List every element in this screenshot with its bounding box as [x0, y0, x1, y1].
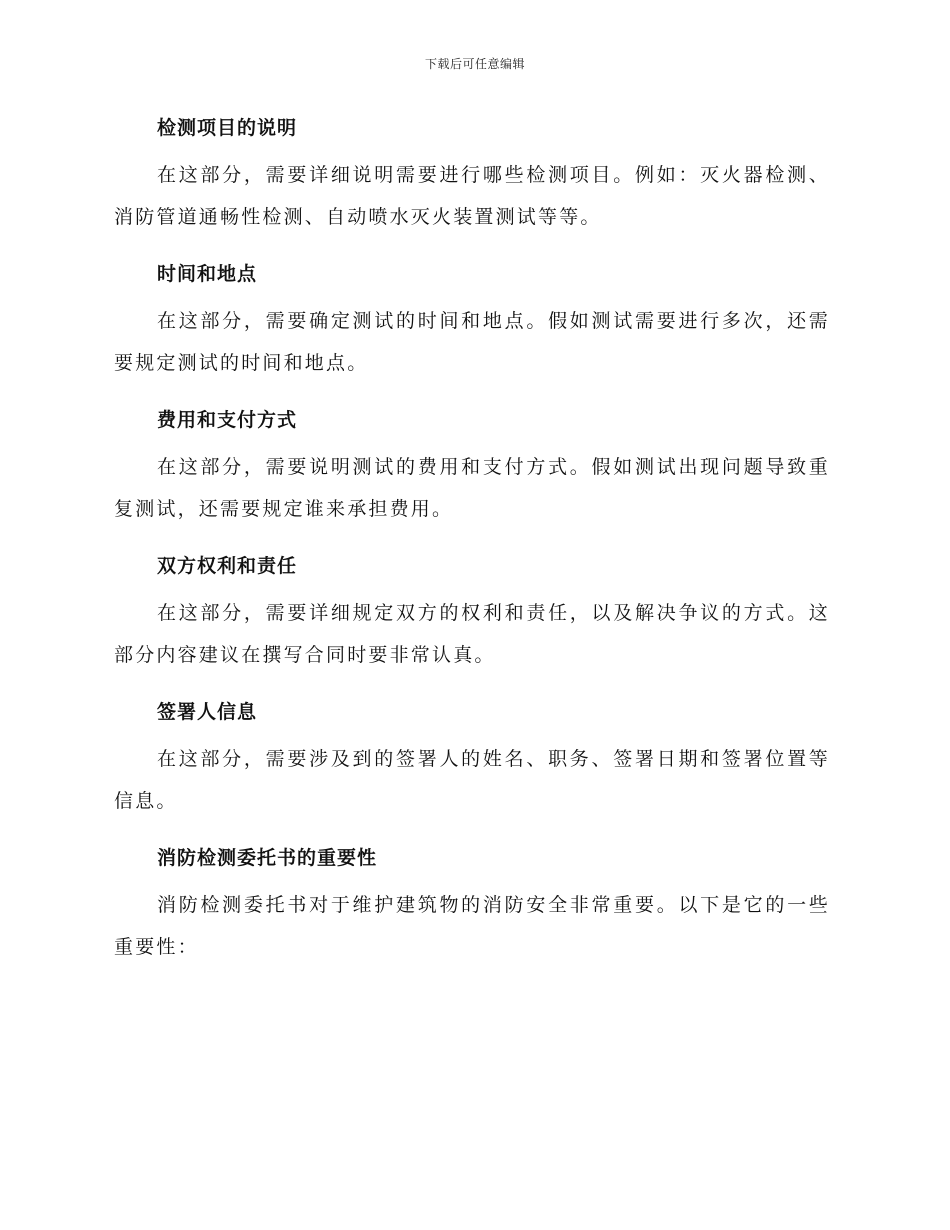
section-paragraph: 消防检测委托书对于维护建筑物的消防安全非常重要。以下是它的一些重要性： [114, 894, 830, 958]
document-body [114, 108, 830, 984]
section-heading: 费用和支付方式 [157, 409, 298, 431]
section-heading: 检测项目的说明 [157, 117, 298, 139]
section-inspection-items [114, 108, 830, 238]
section-paragraph: 在这部分，需要详细说明需要进行哪些检测项目。例如：灭火器检测、消防管道通畅性检测、自动喷水灭火装置测试等等。 [114, 164, 830, 228]
section-paragraph: 在这部分，需要确定测试的时间和地点。假如测试需要进行多次，还需要规定测试的时间和地点。 [114, 310, 830, 374]
section-paragraph: 在这部分，需要涉及到的签署人的姓名、职务、签署日期和签署位置等信息。 [114, 748, 830, 812]
section-time-and-place [114, 254, 830, 384]
section-importance [114, 838, 830, 968]
section-rights-and-duties [114, 546, 830, 676]
section-heading: 时间和地点 [157, 263, 258, 285]
section-heading: 双方权利和责任 [157, 555, 298, 577]
page-header-note: 下载后可任意编辑 [424, 57, 525, 71]
section-heading: 消防检测委托书的重要性 [157, 847, 378, 869]
section-signatory-info [114, 692, 830, 822]
section-heading: 签署人信息 [157, 701, 258, 723]
section-fees-and-payment [114, 400, 830, 530]
section-paragraph: 在这部分，需要详细规定双方的权利和责任，以及解决争议的方式。这部分内容建议在撰写合同时要非常认真。 [114, 602, 830, 666]
section-paragraph: 在这部分，需要说明测试的费用和支付方式。假如测试出现问题导致重复测试，还需要规定谁来承担费用。 [114, 456, 830, 520]
